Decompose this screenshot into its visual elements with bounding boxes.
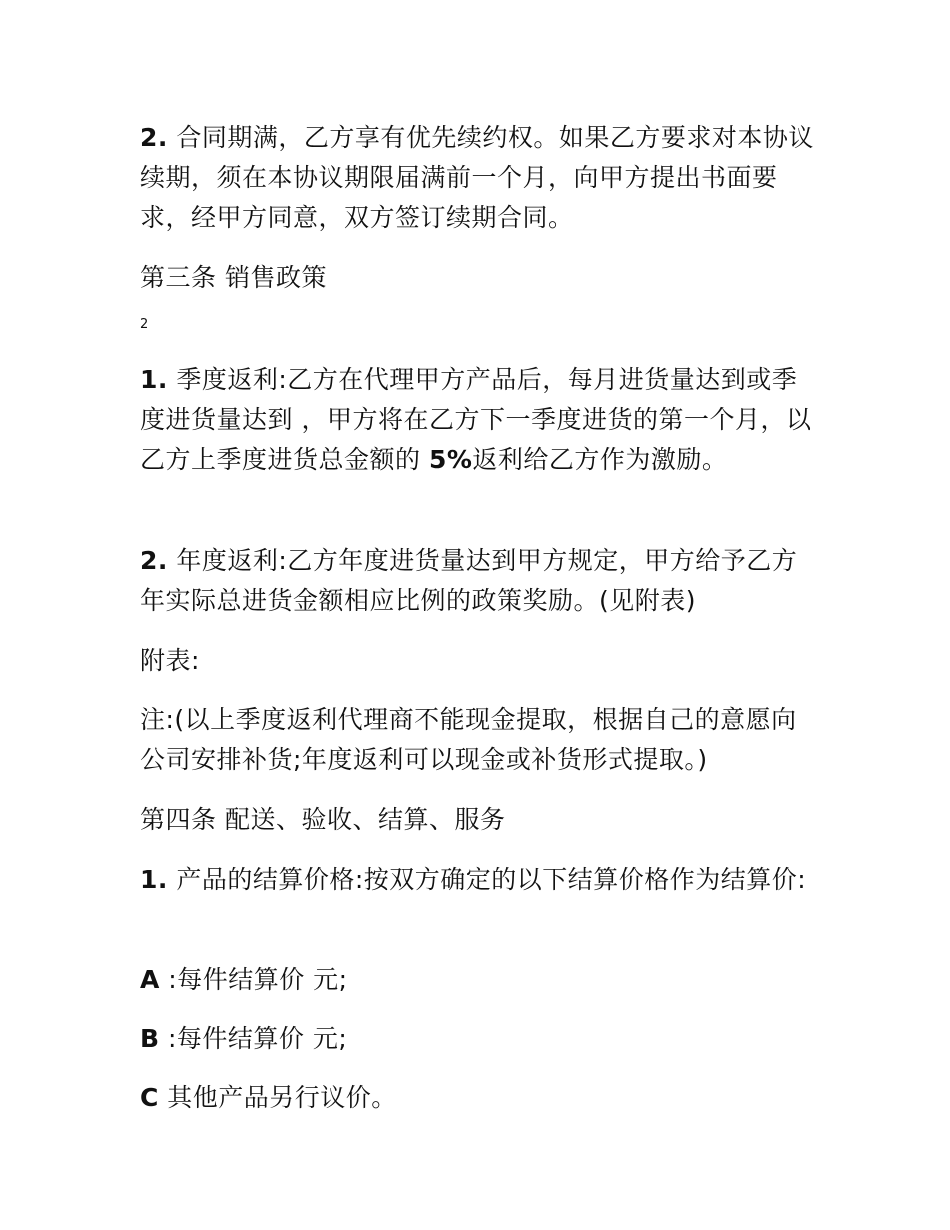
price-item-a — [140, 960, 820, 1000]
clause-text: 季度返利:乙方在代理甲方产品后，每月进货量达到或季度进货量达到 ，甲方将在乙方下一季度进货的第一个月，以乙方上季度进货总金额的 — [140, 365, 812, 474]
clause-settlement-price — [140, 860, 820, 900]
note-paragraph: 注:(以上季度返利代理商不能现金提取，根据自己的意愿向公司安排补货;年度返利可以现金或补货形式提取。) — [140, 705, 797, 774]
clause-quarterly-rebate — [140, 360, 820, 480]
appendix-label: 附表: — [140, 646, 200, 675]
clause-number: 1. — [140, 365, 168, 394]
clause-number: 1. — [140, 865, 168, 894]
clause-text-end: 返利给乙方作为激励。 — [472, 445, 728, 474]
item-text: :每件结算价 元; — [159, 1024, 348, 1053]
article-3-heading: 第三条 销售政策 — [140, 263, 327, 292]
clause-renewal — [140, 118, 820, 238]
clause-number: 2. — [140, 546, 168, 575]
clause-annual-rebate — [140, 541, 820, 621]
item-label: B — [140, 1024, 160, 1053]
clause-text: 合同期满，乙方享有优先续约权。如果乙方要求对本协议续期，须在本协议期限届满前一个月，向甲方提出书面要求，经甲方同意，双方签订续期合同。 — [140, 123, 814, 232]
item-text: :每件结算价 元; — [159, 965, 348, 994]
clause-text: 产品的结算价格:按双方确定的以下结算价格作为结算价: — [167, 865, 807, 894]
clause-text: 年度返利:乙方年度进货量达到甲方规定，甲方给予乙方年实际总进货金额相应比例的政策奖励。(见附表) — [140, 546, 798, 615]
price-item-b — [140, 1019, 820, 1059]
price-item-c — [140, 1078, 820, 1118]
item-text: 其他产品另行议价。 — [158, 1083, 397, 1112]
rebate-percent: 5% — [428, 445, 473, 474]
clause-number: 2. — [140, 123, 168, 152]
page-number: 2 — [140, 317, 149, 332]
article-4-heading: 第四条 配送、验收、结算、服务 — [140, 805, 506, 834]
item-label: C — [140, 1083, 159, 1112]
item-label: A — [140, 965, 160, 994]
